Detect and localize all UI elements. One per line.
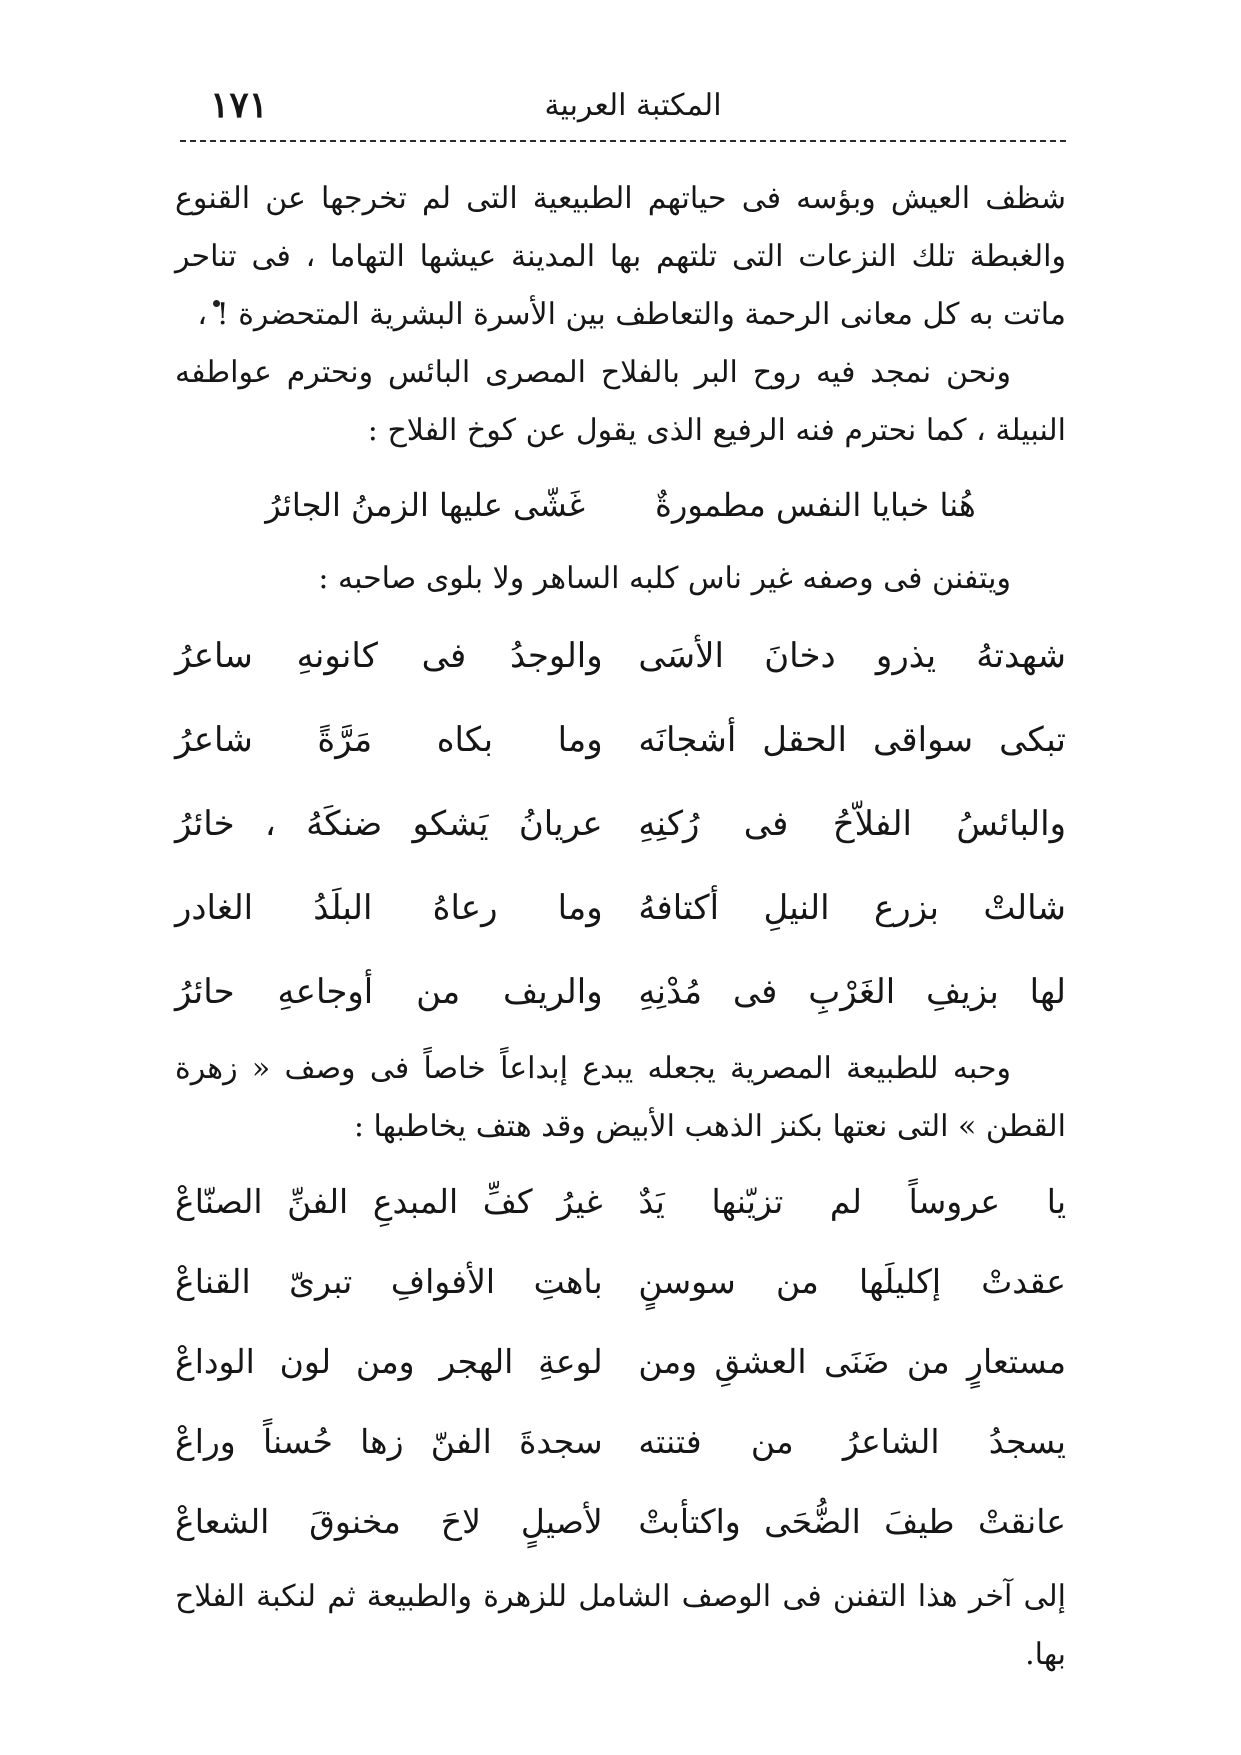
- verse-right-hemistich: والبائسُ الفلاّحُ فى رُكنِهِ: [638, 804, 1066, 844]
- verse-right-hemistich: عانقتْ طيفَ الضُّحَى واكتأبتْ: [638, 1502, 1066, 1541]
- verse-line: [175, 950, 1066, 1034]
- verse-left-hemistich: باهتِ الأفوافِ تبرىّ القناعْ: [175, 1262, 603, 1301]
- verse-line: [175, 614, 1066, 698]
- verse-left-hemistich: سجدةَ الفنّ زها حُسناً وراعْ: [175, 1422, 603, 1461]
- paragraph-1: شظف العيش وبؤسه فى حياتهم الطبيعية التى لم تخرجها عن القنوع والغبطة تلك النزعات التى تلتهم بها المدينة عيشها التهاما ، فى تناحر ماتت به كل معانى الرحمة والتعاطف بين الأسرة البشرية المتحضرة ! ،: [175, 181, 1066, 332]
- verse-line: [175, 1162, 1066, 1242]
- page-body: [175, 170, 1066, 1684]
- verse-left-hemistich: وما رعاهُ البلَدُ الغادر: [175, 888, 603, 928]
- verse-right-hemistich: يا عروساً لم تزيّنها يَدٌ: [638, 1182, 1066, 1221]
- verse-right-hemistich: لها بزيفِ الغَرْبِ فى مُدْنِهِ: [638, 972, 1066, 1012]
- centered-verse-right: هُنا خبايا النفس مطمورةٌ: [655, 486, 976, 524]
- paragraph-4: وحبه للطبيعة المصرية يجعله يبدع إبداعاً خاصاً فى وصف « زهرة القطن » التى نعتها بكنز الذهب الأبيض وقد هتف يخاطبها :: [175, 1051, 1066, 1144]
- verse-line: [175, 1482, 1066, 1562]
- verse-right-hemistich: شالتْ بزرع النيلِ أكتافهُ: [638, 888, 1066, 928]
- paragraph-5: إلى آخر هذا التفنن فى الوصف الشامل للزهرة والطبيعة ثم لنكبة الفلاح بها.: [175, 1579, 1066, 1672]
- verse-left-hemistich: عريانُ يَشكو ضنكَهُ ، خائرُ: [175, 804, 603, 844]
- verse-line: [175, 1402, 1066, 1482]
- poem-1: [175, 614, 1066, 1034]
- verse-line: [175, 698, 1066, 782]
- verse-left-hemistich: والريف من أوجاعهِ حائرُ: [175, 972, 603, 1012]
- verse-left-hemistich: لوعةِ الهجر ومن لون الوداعْ: [175, 1342, 603, 1381]
- paragraph-2: ونحن نمجد فيه روح البر بالفلاح المصرى البائس ونحترم عواطفه النبيلة ، كما نحترم فنه الرفيع الذى يقول عن كوخ الفلاح :: [175, 355, 1066, 448]
- poem-2: [175, 1162, 1066, 1562]
- verse-left-hemistich: غيرُ كفِّ المبدعِ الفنِّ الصنّاعْ: [175, 1182, 603, 1221]
- verse-line: [175, 1322, 1066, 1402]
- header-rule: [180, 140, 1066, 142]
- verse-left-hemistich: وما بكاه مَرَّةً شاعرُ: [175, 720, 603, 760]
- verse-left-hemistich: لأصيلٍ لاحَ مخنوقَ الشعاعْ: [175, 1502, 603, 1541]
- centered-verse-left: غَشّى عليها الزمنُ الجائرُ: [265, 486, 585, 524]
- verse-left-hemistich: والوجدُ فى كانونهِ ساعرُ: [175, 636, 603, 676]
- verse-right-hemistich: عقدتْ إكليلَها من سوسنٍ: [638, 1262, 1066, 1301]
- page-number: ١٧١: [210, 84, 269, 126]
- running-title: المكتبة العربية: [544, 88, 722, 123]
- verse-line: [175, 782, 1066, 866]
- page-header: [200, 78, 1066, 134]
- verse-right-hemistich: تبكى سواقى الحقل أشجانَه: [638, 720, 1066, 760]
- verse-line: [175, 866, 1066, 950]
- verse-right-hemistich: مستعارٍ من ضَنَى العشقِ ومن: [638, 1342, 1066, 1381]
- verse-line: [175, 1242, 1066, 1322]
- centered-verse: [175, 460, 1066, 550]
- paragraph-3: ويتفنن فى وصفه غير ناس كلبه الساهر ولا بلوى صاحبه :: [318, 561, 1011, 596]
- verse-right-hemistich: يسجدُ الشاعرُ من فتنته: [638, 1422, 1066, 1461]
- verse-right-hemistich: شهدتهُ يذرو دخانَ الأسَى: [638, 636, 1066, 676]
